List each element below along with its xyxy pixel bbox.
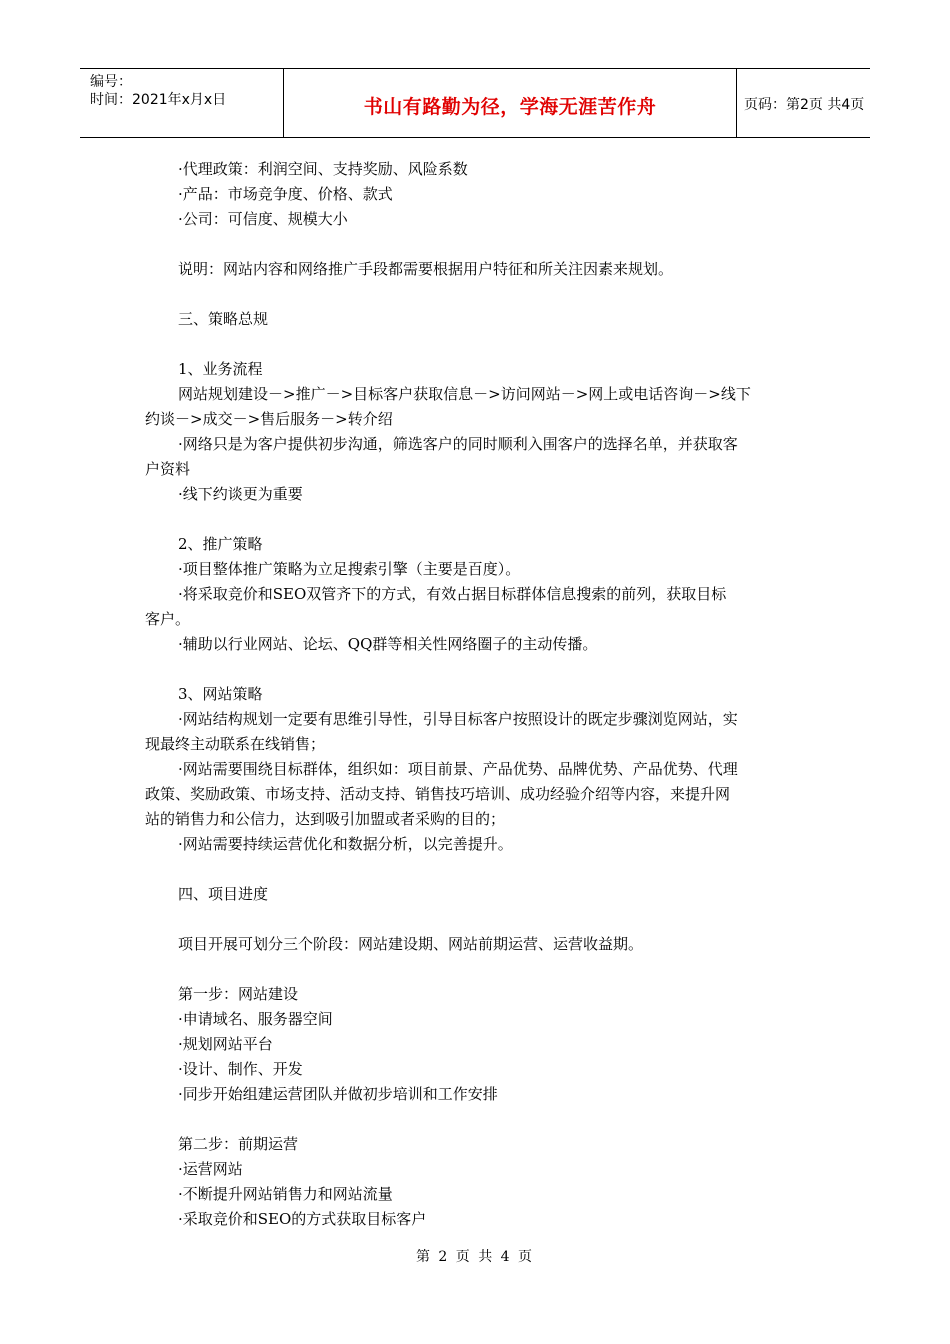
body-line: ·网站结构规划一定要有思维引导性，引导目标客户按照设计的既定步骤浏览网站，实	[178, 710, 738, 728]
body-line: 网站规划建设－>推广－>目标客户获取信息－>访问网站－>网上或电话咨询－>线下	[178, 385, 751, 403]
header-page-cell	[736, 69, 870, 137]
body-line: ·不断提升网站销售力和网站流量	[178, 1185, 393, 1203]
body-line: 第一步：网站建设	[178, 985, 299, 1003]
header-left-cell	[80, 69, 283, 137]
body-line: ·设计、制作、开发	[178, 1060, 303, 1078]
body-line: 三、策略总规	[178, 310, 269, 328]
document-number-label: 编号：	[90, 74, 132, 90]
body-line: ·网站需要围绕目标群体，组织如：项目前景、产品优势、品牌优势、产品优势、代理	[178, 760, 738, 778]
body-line: ·代理政策：利润空间、支持奖励、风险系数	[178, 160, 468, 178]
body-line: ·将采取竞价和SEO双管齐下的方式，有效占据目标群体信息搜索的前列，获取目标	[178, 585, 727, 603]
body-line: ·规划网站平台	[178, 1035, 273, 1053]
blank-line	[145, 857, 807, 882]
body-line: ·采取竞价和SEO的方式获取目标客户	[178, 1210, 427, 1228]
blank-line	[145, 282, 807, 307]
body-line: ·辅助以行业网站、论坛、QQ群等相关性网络圈子的主动传播。	[178, 635, 598, 653]
body-line: ·线下约谈更为重要	[178, 485, 303, 503]
body-line: ·网络只是为客户提供初步沟通，筛选客户的同时顺利入围客户的选择名单，并获取客	[178, 435, 738, 453]
body-line: ·同步开始组建运营团队并做初步培训和工作安排	[178, 1085, 498, 1103]
body-line: 户资料	[145, 460, 191, 478]
blank-line	[145, 657, 807, 682]
blank-line	[145, 332, 807, 357]
body-line: ·网站需要持续运营优化和数据分析，以完善提升。	[178, 835, 513, 853]
body-line: 约谈－>成交－>售后服务－>转介绍	[145, 410, 393, 428]
body-line: 四、项目进度	[178, 885, 269, 903]
body-line: ·运营网站	[178, 1160, 243, 1178]
body-line: 1、业务流程	[178, 360, 263, 378]
body-line: 第二步：前期运营	[178, 1135, 299, 1153]
blank-line	[145, 1107, 807, 1132]
body-line: 客户。	[145, 610, 191, 628]
body-line: 2、推广策略	[178, 535, 263, 553]
blank-line	[145, 232, 807, 257]
body-line: 3、网站策略	[178, 685, 263, 703]
header-page-code: 页码：第2页 共4页	[744, 97, 865, 113]
blank-line	[145, 957, 807, 982]
blank-line	[145, 507, 807, 532]
body-line: ·申请域名、服务器空间	[178, 1010, 333, 1028]
header-motto: 书山有路勤为径，学海无涯苦作舟	[363, 96, 657, 118]
body-line: 现最终主动联系在线销售；	[145, 735, 326, 753]
body-line: 说明：网站内容和网络推广手段都需要根据用户特征和所关注因素来规划。	[178, 260, 674, 278]
body-line: ·产品：市场竞争度、价格、款式	[178, 185, 393, 203]
body-line: ·项目整体推广策略为立足搜索引擎（主要是百度）。	[178, 560, 521, 578]
body-line: 政策、奖励政策、市场支持、活动支持、销售技巧培训、成功经验介绍等内容，来提升网	[145, 785, 731, 803]
body-line: 项目开展可划分三个阶段：网站建设期、网站前期运营、运营收益期。	[178, 935, 644, 953]
body-line: ·公司：可信度、规模大小	[178, 210, 348, 228]
document-date: 时间：2021年x月x日	[90, 92, 227, 108]
document-body	[145, 157, 807, 1232]
blank-line	[145, 907, 807, 932]
page-footer: 第 2 页 共 4 页	[415, 1249, 535, 1265]
page-header	[80, 68, 870, 138]
header-motto-cell	[283, 69, 737, 137]
body-line: 站的销售力和公信力，达到吸引加盟或者采购的目的；	[145, 810, 506, 828]
